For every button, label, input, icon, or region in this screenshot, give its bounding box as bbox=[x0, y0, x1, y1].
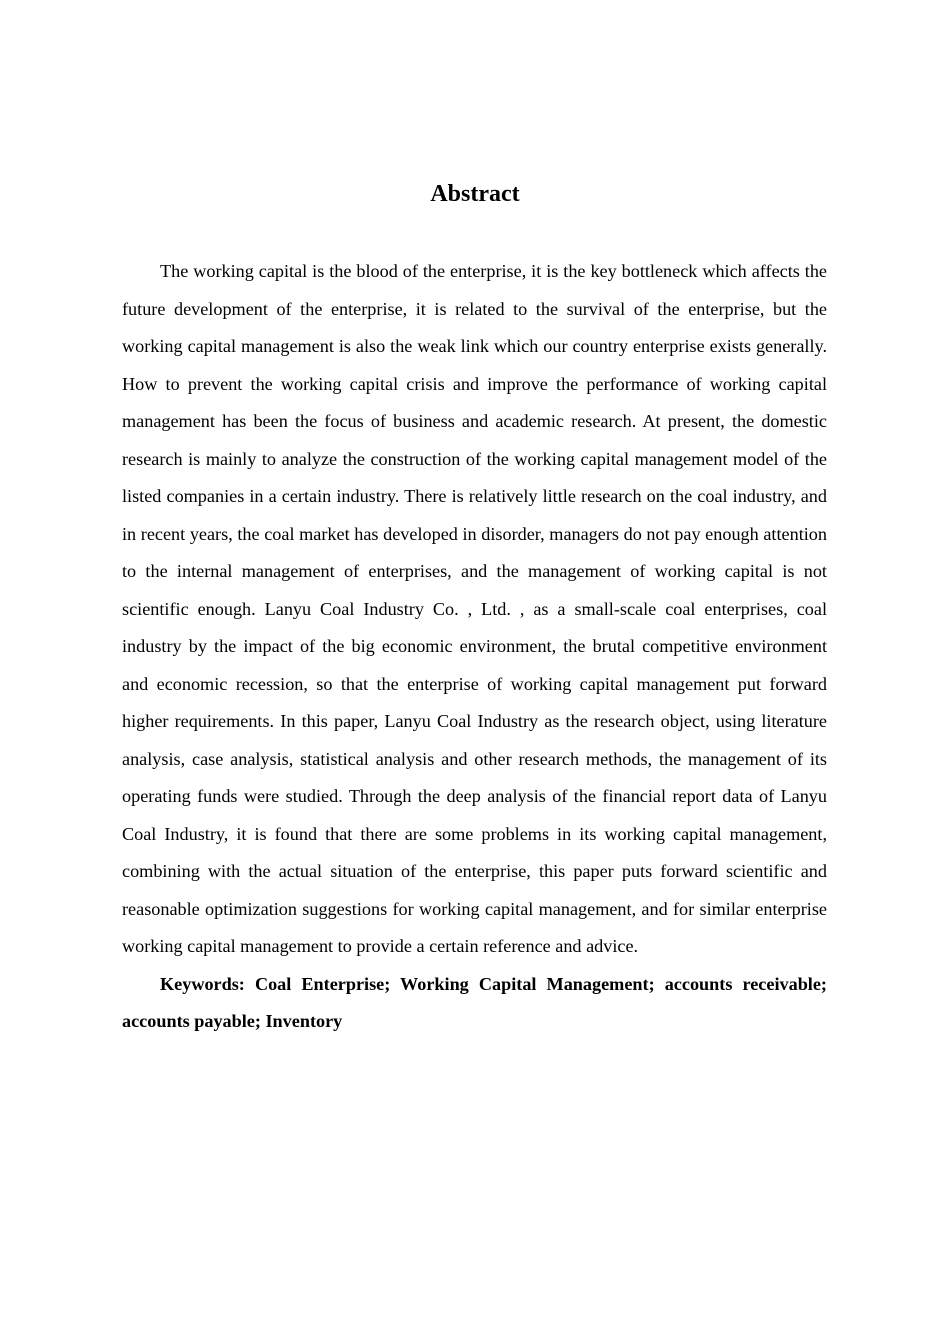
page-title: Abstract bbox=[430, 181, 520, 207]
abstract-paragraph: The working capital is the blood of the enterprise, it is the key bottleneck which affects the future development of the enterprise, it is related to the survival of the enterprise, but the working capital management is also the weak link which our country enterprise exists generally. How to prevent the working capital crisis and improve the performance of working capital management has been the focus of business and academic research. At present, the domestic research is mainly to analyze the construction of the working capital management model of the listed companies in a certain industry. There is relatively little research on the coal industry, and in recent years, the coal market has developed in disorder, managers do not pay enough attention to the internal management of enterprises, and the management of working capital is not scientific enough. Lanyu Coal Industry Co. , Ltd. , as a small-scale coal enterprises, coal industry by the impact of the big economic environment, the brutal competitive environment and economic recession, so that the enterprise of working capital management put forward higher requirements. In this paper, Lanyu Coal Industry as the research object, using literature analysis, case analysis, statistical analysis and other research methods, the management of its operating funds were studied. Through the deep analysis of the financial report data of Lanyu Coal Industry, it is found that there are some problems in its working capital management, combining with the actual situation of the enterprise, this paper puts forward scientific and reasonable optimization suggestions for working capital management, and for similar enterprise working capital management to provide a certain reference and advice. bbox=[122, 261, 827, 956]
abstract-body bbox=[122, 253, 827, 1041]
keywords-line: Keywords: Coal Enterprise; Working Capital Management; accounts receivable; accounts payable; Inventory bbox=[122, 973, 827, 1031]
